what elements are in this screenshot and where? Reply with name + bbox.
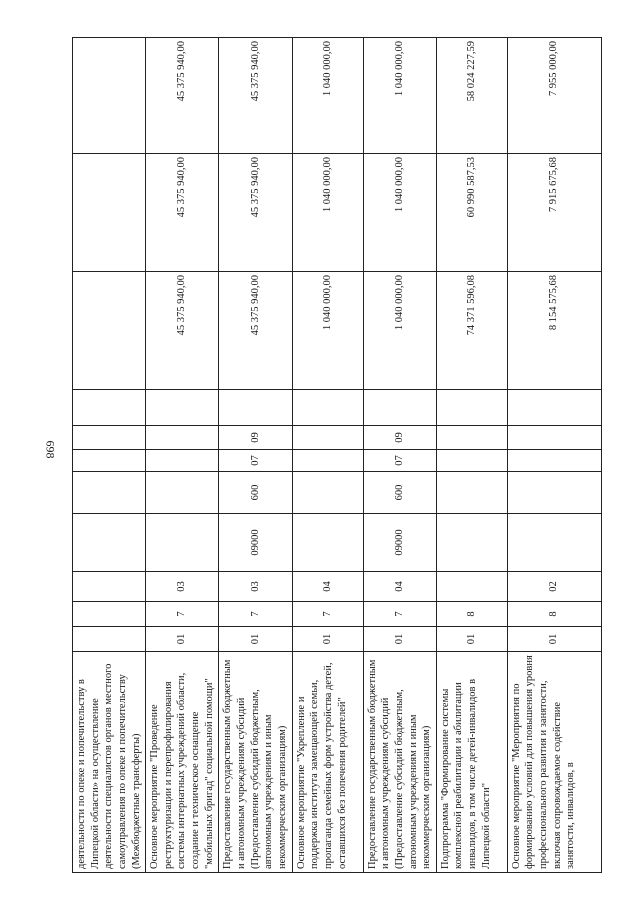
code-cell-c8 (292, 390, 363, 426)
code-cell-c5 (73, 472, 146, 514)
row-name-cell: Основное мероприятие "Укрепление и поддержка института замещающей семьи, пропаганда семейных форм устройства детей, оставшихся без попечения родителей" (292, 652, 363, 873)
row-name-cell: деятельности по опеке и попечительству в Липецкой области» на осуществление деятельности специалистов органов местного самоуправления по опеке и попечительству (Межбюджетные трансферты) (73, 652, 146, 873)
row-name-cell: Основное мероприятие "Мероприятия по формированию условий для повышения уровня профессионального развития и занятости, включая сопровождаемое содействие занятости, инвалидов, в (507, 652, 601, 873)
code-cell-c5 (507, 472, 601, 514)
table-row (292, 38, 363, 873)
code-cell-c4: 09000 (363, 514, 436, 572)
code-cell-c7 (507, 426, 601, 450)
code-cell-c1: 01 (507, 627, 601, 652)
code-cell-c7 (436, 426, 507, 450)
code-cell-c6 (73, 450, 146, 472)
amount-cell-a1: 1 040 000,00 (292, 272, 363, 390)
code-cell-c7 (146, 426, 219, 450)
row-name-cell: Предоставление государственным бюджетным и автономным учреждениям субсидий (Предоставление субсидий бюджетным, автономным учреждениям и иным некоммерческим организациям) (219, 652, 292, 873)
budget-table (72, 37, 602, 873)
amount-cell-a3 (73, 38, 146, 154)
code-cell-c4: 09000 (219, 514, 292, 572)
amount-cell-a3: 1 040 000,00 (363, 38, 436, 154)
rotated-page (72, 38, 592, 873)
code-cell-c8 (507, 390, 601, 426)
code-cell-c8 (436, 390, 507, 426)
code-cell-c3: 04 (292, 572, 363, 602)
code-cell-c1: 01 (436, 627, 507, 652)
code-cell-c1: 01 (363, 627, 436, 652)
code-cell-c2: 7 (363, 602, 436, 627)
code-cell-c6: 07 (219, 450, 292, 472)
code-cell-c4 (507, 514, 601, 572)
code-cell-c8 (363, 390, 436, 426)
code-cell-c8 (73, 390, 146, 426)
code-cell-c1: 01 (146, 627, 219, 652)
code-cell-c7 (292, 426, 363, 450)
code-cell-c4 (146, 514, 219, 572)
amount-cell-a1: 45 375 940,00 (219, 272, 292, 390)
table-row (146, 38, 219, 873)
code-cell-c3: 02 (507, 572, 601, 602)
code-cell-c6 (436, 450, 507, 472)
amount-cell-a2: 1 040 000,00 (292, 154, 363, 272)
amount-cell-a2: 45 375 940,00 (219, 154, 292, 272)
code-cell-c4 (292, 514, 363, 572)
code-cell-c4 (436, 514, 507, 572)
code-cell-c7: 09 (219, 426, 292, 450)
page-number: 698 (43, 440, 58, 459)
amount-cell-a2: 1 040 000,00 (363, 154, 436, 272)
amount-cell-a3: 45 375 940,00 (146, 38, 219, 154)
code-cell-c3: 03 (146, 572, 219, 602)
amount-cell-a2: 60 990 587,53 (436, 154, 507, 272)
amount-cell-a3: 7 955 000,00 (507, 38, 601, 154)
amount-cell-a2 (73, 154, 146, 272)
amount-cell-a3: 45 375 940,00 (219, 38, 292, 154)
code-cell-c4 (73, 514, 146, 572)
code-cell-c3 (73, 572, 146, 602)
code-cell-c7: 09 (363, 426, 436, 450)
amount-cell-a3: 58 024 227,59 (436, 38, 507, 154)
code-cell-c1: 01 (219, 627, 292, 652)
amount-cell-a2: 45 375 940,00 (146, 154, 219, 272)
amount-cell-a1: 1 040 000,00 (363, 272, 436, 390)
code-cell-c1: 01 (292, 627, 363, 652)
code-cell-c6 (507, 450, 601, 472)
amount-cell-a3: 1 040 000,00 (292, 38, 363, 154)
table-row (436, 38, 507, 873)
code-cell-c2: 8 (436, 602, 507, 627)
row-name-cell: Предоставление государственным бюджетным и автономным учреждениям субсидий (Предоставление субсидий бюджетным, автономным учреждениям и иным некоммерческим организациям) (363, 652, 436, 873)
code-cell-c2: 7 (219, 602, 292, 627)
row-name-cell: Подпрограмма "Формирование системы комплексной реабилитации и абилитации инвалидов, в том числе детей-инвалидов в Липецкой области" (436, 652, 507, 873)
code-cell-c5 (146, 472, 219, 514)
amount-cell-a1: 8 154 575,68 (507, 272, 601, 390)
row-name-cell: Основное мероприятие "Проведение реструктуризации и перепрофилирования системы интернатных учреждений области, создание и техническое оснащение "мобильных бригад" социальной помощи" (146, 652, 219, 873)
code-cell-c5 (436, 472, 507, 514)
amount-cell-a1: 74 371 596,08 (436, 272, 507, 390)
code-cell-c7 (73, 426, 146, 450)
code-cell-c1 (73, 627, 146, 652)
code-cell-c5: 600 (363, 472, 436, 514)
code-cell-c5 (292, 472, 363, 514)
amount-cell-a1: 45 375 940,00 (146, 272, 219, 390)
code-cell-c6 (146, 450, 219, 472)
amount-cell-a2: 7 915 675,68 (507, 154, 601, 272)
code-cell-c3: 03 (219, 572, 292, 602)
table-row (507, 38, 601, 873)
code-cell-c3 (436, 572, 507, 602)
code-cell-c5: 600 (219, 472, 292, 514)
code-cell-c3: 04 (363, 572, 436, 602)
code-cell-c2: 7 (292, 602, 363, 627)
code-cell-c2: 8 (507, 602, 601, 627)
code-cell-c6 (292, 450, 363, 472)
table-row (363, 38, 436, 873)
code-cell-c6: 07 (363, 450, 436, 472)
code-cell-c2: 7 (146, 602, 219, 627)
code-cell-c8 (146, 390, 219, 426)
code-cell-c8 (219, 390, 292, 426)
amount-cell-a1 (73, 272, 146, 390)
code-cell-c2 (73, 602, 146, 627)
table-row (73, 38, 146, 873)
table-row (219, 38, 292, 873)
